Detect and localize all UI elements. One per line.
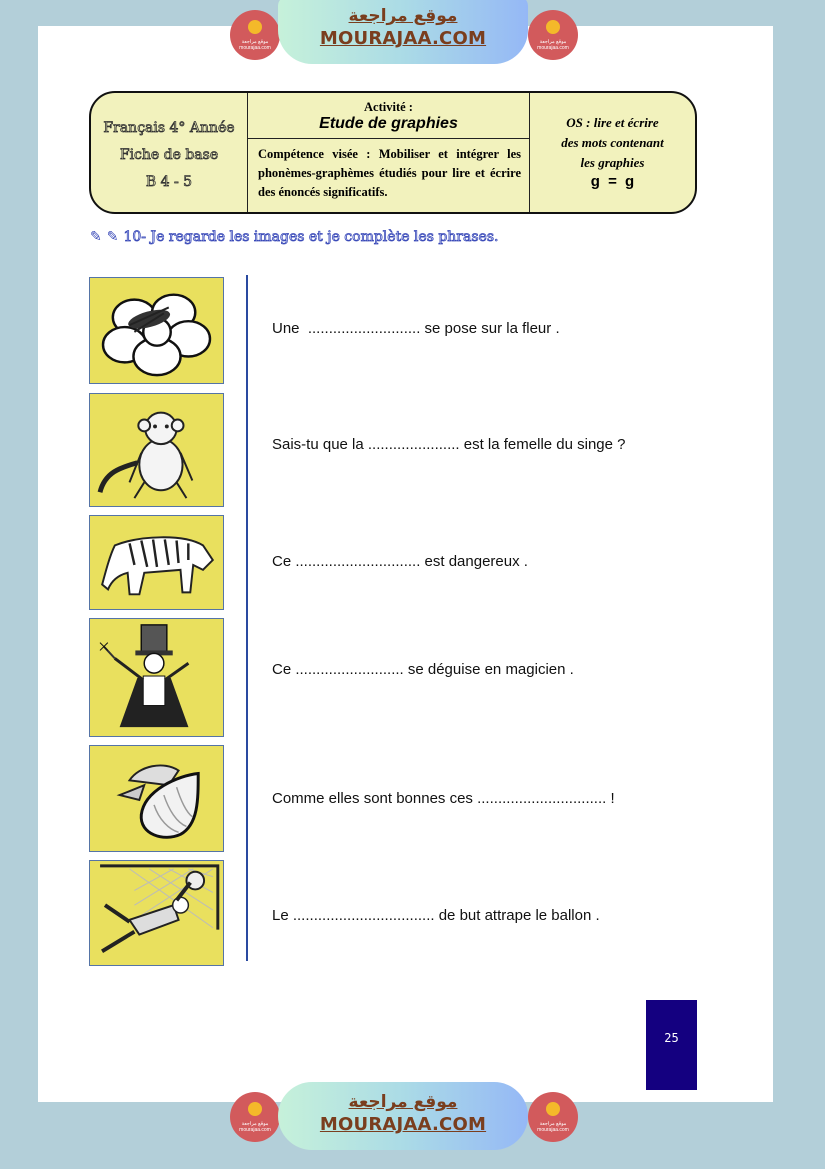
brand-arabic: موقع مراجعة <box>348 1092 458 1112</box>
objective-section <box>530 93 695 212</box>
logo-caption: موقع مراجعة mourajaa.com <box>239 1121 271 1133</box>
brand-logo-right <box>528 10 578 60</box>
logo-caption: موقع مراجعة mourajaa.com <box>537 39 569 51</box>
activity-label: Activité : <box>364 100 413 114</box>
brand-logo-right <box>528 1092 578 1142</box>
sheet-type: Fiche de base <box>119 147 219 163</box>
brand-site-link[interactable]: MOURAJAA.COM <box>319 28 487 49</box>
magician-boy-image <box>89 618 224 737</box>
objective-line-1: OS : lire et écrire <box>566 115 659 130</box>
brand-logo-left <box>230 10 280 60</box>
pencil-icon: ✎ <box>106 229 119 245</box>
monkey-image <box>89 393 224 507</box>
logo-caption: موقع مراجعة mourajaa.com <box>239 39 271 51</box>
graphies-target: g = g <box>590 173 635 190</box>
goalkeeper-image <box>89 860 224 966</box>
sentence-5[interactable]: Comme elles sont bonnes ces ............................... ! <box>272 790 615 807</box>
brand-banner-top[interactable] <box>230 0 580 70</box>
logo-caption: موقع مراجعة mourajaa.com <box>537 1121 569 1133</box>
objective-line-3: les graphies <box>580 155 645 170</box>
instruction-text: 10- Je regarde les images et je complète les phrases. <box>123 229 499 245</box>
activity-section <box>248 93 530 212</box>
fly-on-flower-image <box>89 277 224 384</box>
sentence-1[interactable]: Une ........................... se pose sur la fleur . <box>272 320 560 337</box>
tiger-image <box>89 515 224 610</box>
competence-text: Compétence visée : Mobiliser et intégrer les phonèmes-graphèmes étudiés pour lire et écrire des énoncés significatifs. <box>258 147 521 199</box>
worksheet-header <box>89 91 697 214</box>
book-icon <box>546 20 560 34</box>
sentence-4[interactable]: Ce .......................... se déguise en magicien . <box>272 661 574 678</box>
activity-title: Etude de graphies <box>319 115 458 132</box>
column-divider <box>246 275 248 961</box>
brand-arabic: موقع مراجعة <box>348 6 458 26</box>
sentence-6[interactable]: Le .................................. de but attrape le ballon . <box>272 907 600 924</box>
page-number: 25 <box>646 1000 697 1090</box>
exercise-instruction <box>90 229 498 245</box>
brand-banner-bottom[interactable] <box>230 1082 580 1152</box>
brand-pill[interactable] <box>278 0 528 64</box>
sentence-3[interactable]: Ce .............................. est dangereux . <box>272 553 528 570</box>
level-info <box>91 93 248 212</box>
level-title: Français 4° Année <box>103 120 235 136</box>
brand-logo-left <box>230 1092 280 1142</box>
book-icon <box>248 20 262 34</box>
fig-image <box>89 745 224 852</box>
sentence-2[interactable]: Sais-tu que la ...................... est la femelle du singe ? <box>272 436 626 453</box>
book-icon <box>248 1102 262 1116</box>
sheet-code: B 4 - 5 <box>145 174 193 190</box>
pencil-icon: ✎ <box>90 229 102 245</box>
objective-line-2: des mots contenant <box>561 135 664 150</box>
brand-site-link[interactable]: MOURAJAA.COM <box>319 1114 487 1135</box>
brand-pill[interactable] <box>278 1082 528 1150</box>
book-icon <box>546 1102 560 1116</box>
